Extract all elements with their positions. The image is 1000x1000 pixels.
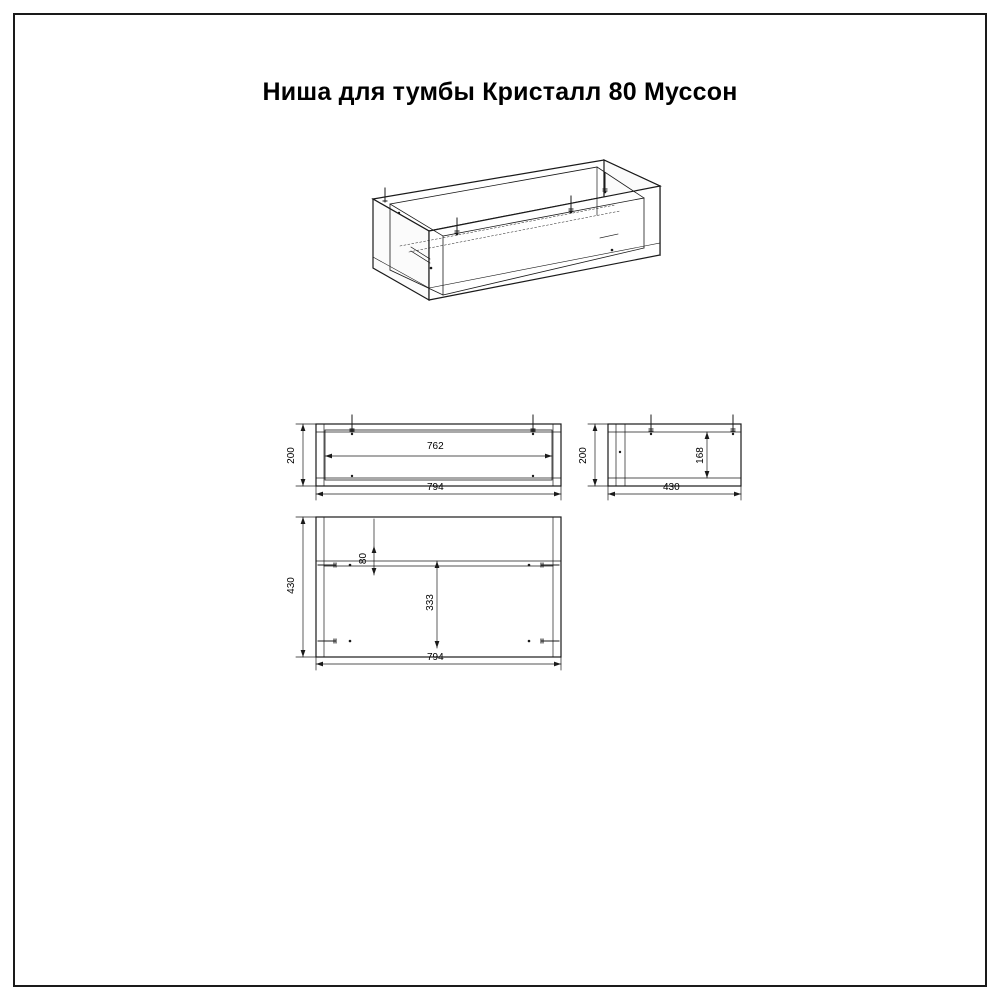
dim-label-200-front: 200 <box>285 447 297 464</box>
page-title: Ниша для тумбы Кристалл 80 Муссон <box>262 78 738 106</box>
dim-200-front <box>296 424 316 486</box>
dim-label-333: 333 <box>424 594 436 611</box>
dim-762 <box>325 454 552 459</box>
dim-label-430-top: 430 <box>285 577 297 594</box>
dim-label-794-top: 794 <box>427 652 444 663</box>
dim-80 <box>372 519 377 575</box>
isometric-view-geometry <box>373 160 660 300</box>
dim-label-200-side: 200 <box>577 447 589 464</box>
dim-200-side <box>588 424 608 486</box>
dim-label-794-front: 794 <box>427 482 444 493</box>
dim-label-430-side: 430 <box>663 482 680 493</box>
dim-label-80: 80 <box>358 552 370 565</box>
dim-label-168: 168 <box>694 447 706 464</box>
dim-430-top <box>296 517 316 657</box>
dim-label-762: 762 <box>427 441 444 452</box>
